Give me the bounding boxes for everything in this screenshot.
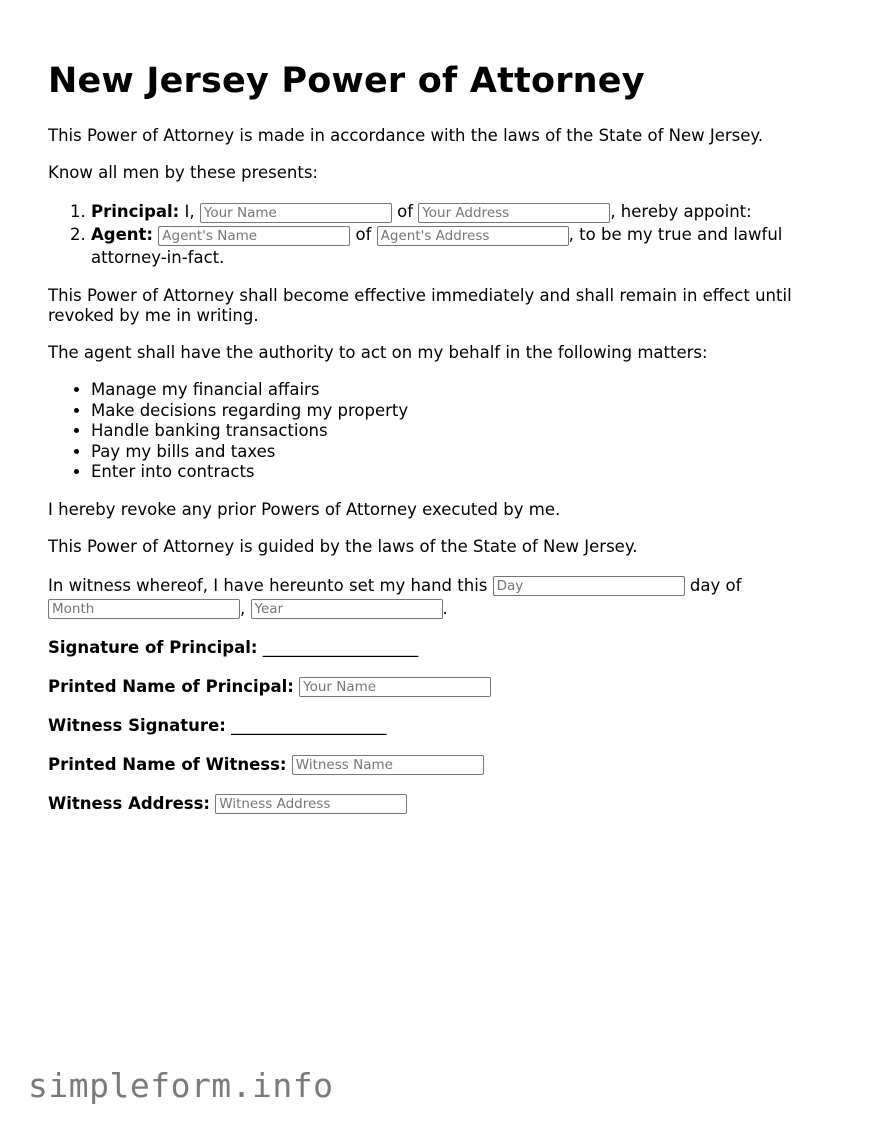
principal-label: Principal:	[91, 202, 180, 221]
agent-label: Agent:	[91, 225, 154, 244]
signature-principal-line: ____________________	[262, 637, 418, 657]
signature-principal-label: Signature of Principal:	[48, 637, 258, 657]
witness-address-row	[48, 793, 838, 815]
printed-witness-row	[48, 754, 838, 776]
guided-paragraph: This Power of Attorney is guided by the laws of the State of New Jersey.	[48, 536, 638, 556]
parties-list	[48, 200, 838, 269]
list-item: • Enter into contracts	[91, 462, 838, 483]
list-item: • Make decisions regarding my property	[91, 401, 838, 422]
principal-item	[91, 200, 838, 223]
of-text: of	[397, 202, 414, 221]
principal-address-input[interactable]	[418, 203, 610, 223]
agent-post-text: , to be my true and lawful attorney-in-fact.	[91, 225, 783, 267]
year-input[interactable]	[251, 599, 443, 619]
witness-address-label: Witness Address:	[48, 793, 211, 813]
witness-clause	[48, 574, 838, 620]
list-item: • Handle banking transactions	[91, 421, 838, 442]
period-text: .	[442, 598, 448, 618]
printed-principal-input[interactable]	[299, 677, 491, 697]
list-item: • Manage my financial affairs	[91, 380, 838, 401]
authority-list	[48, 380, 838, 483]
witness-signature-label: Witness Signature:	[48, 715, 226, 735]
printed-witness-input[interactable]	[292, 755, 484, 775]
document	[48, 58, 838, 832]
effective-paragraph: This Power of Attorney shall become effective immediately and shall remain in effect until revoked by me in writing.	[48, 286, 792, 325]
page-title: New Jersey Power of Attorney	[48, 61, 645, 101]
witness-clause-text: In witness whereof, I have hereunto set my hand this	[48, 575, 488, 595]
printed-principal-label: Printed Name of Principal:	[48, 676, 294, 696]
comma-text: ,	[240, 598, 246, 618]
printed-principal-row	[48, 676, 838, 698]
of-text: of	[355, 225, 372, 244]
intro-paragraph: This Power of Attorney is made in accordance with the laws of the State of New Jersey.	[48, 126, 764, 145]
witness-signature-line: ____________________	[231, 715, 387, 735]
authority-intro: The agent shall have the authority to act on my behalf in the following matters:	[48, 343, 708, 362]
list-item: • Pay my bills and taxes	[91, 442, 838, 463]
printed-witness-label: Printed Name of Witness:	[48, 754, 287, 774]
agent-address-input[interactable]	[377, 226, 569, 246]
principal-name-input[interactable]	[200, 203, 392, 223]
month-input[interactable]	[48, 599, 240, 619]
principal-pre-text: I,	[184, 202, 195, 221]
watermark: simpleform.info	[28, 1066, 334, 1105]
revoke-paragraph: I hereby revoke any prior Powers of Attorney executed by me.	[48, 499, 561, 519]
know-all-paragraph: Know all men by these presents:	[48, 163, 318, 182]
witness-address-input[interactable]	[215, 794, 407, 814]
signature-principal-row	[48, 637, 838, 659]
agent-item	[91, 223, 838, 269]
agent-name-input[interactable]	[158, 226, 350, 246]
witness-signature-row	[48, 715, 838, 737]
day-of-text: day of	[689, 575, 742, 595]
principal-post-text: , hereby appoint:	[610, 202, 752, 221]
day-input[interactable]	[493, 576, 685, 596]
